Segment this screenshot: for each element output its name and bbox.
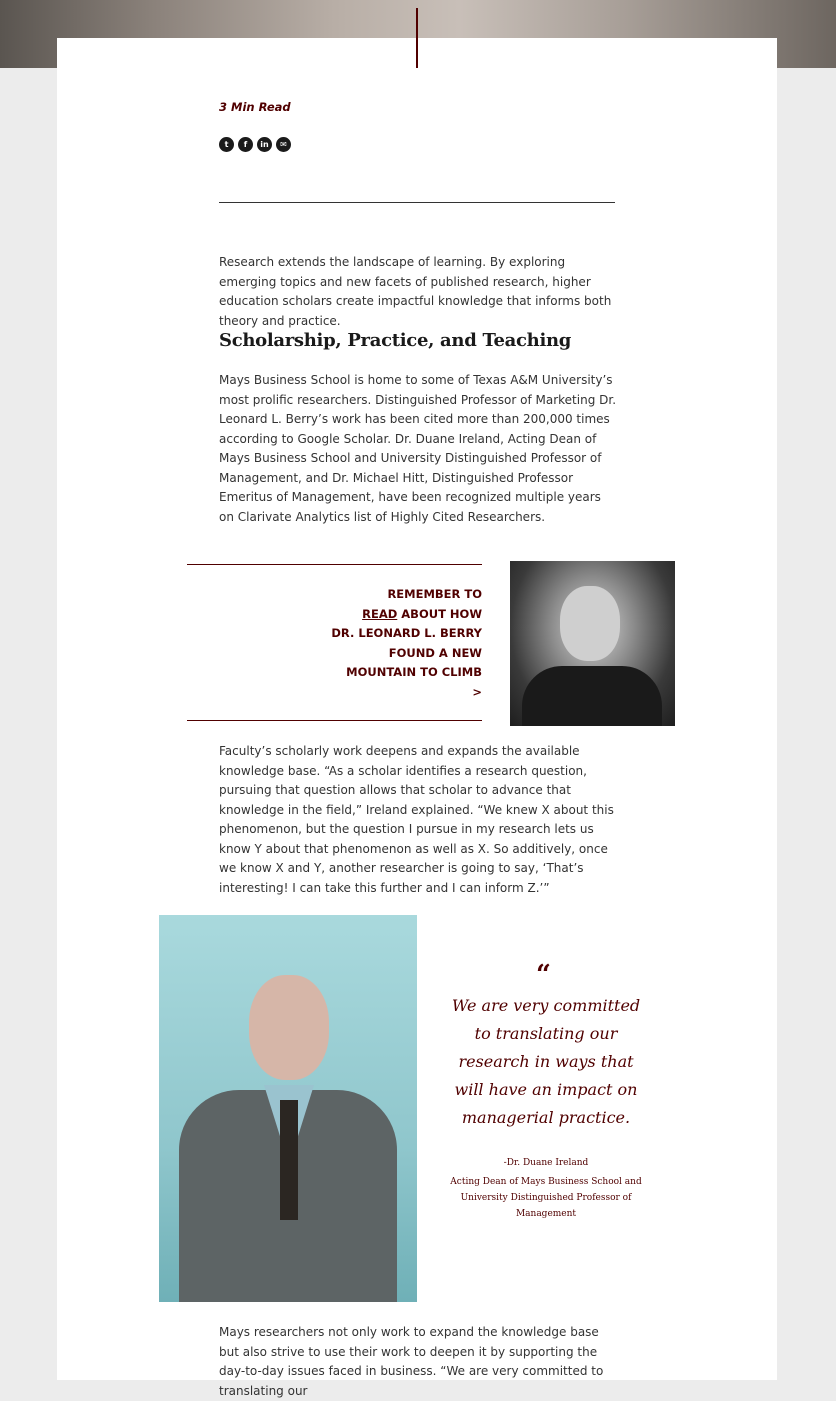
callout-line-2-rest: ABOUT HOW	[397, 606, 482, 621]
facebook-icon[interactable]: f	[238, 137, 253, 152]
paragraph-1: Mays Business School is home to some of Texas A&M University’s most prolific researchers. Distinguished Professor of Marketing Dr. Leonard L. Berry’s work has been cited more than 200,000 times according to Google Scholar. Dr. Duane Ireland, Acting Dean of Mays Business School and University Distinguished Professor of Management, and Dr. Michael Hitt, Distinguished Professor Emeritus of Management, have been recognized multiple years on Clarivate Analytics list of Highly Cited Researchers.	[219, 373, 617, 524]
header-rule	[219, 202, 615, 203]
paragraph-2: Faculty’s scholarly work deepens and expands the available knowledge base. “As a scholar identifies a research question, pursuing that question allows that scholar to advance that knowledge in the field,” Ireland explained. “We knew X about this phenomenon, but the question I pursue in my research lets us know Y about that phenomenon as well as X. So additively, once we know X and Y, another researcher is going to say, ‘That’s interesting! I can take this further and I can inform Z.’”	[219, 744, 614, 895]
paragraph-3: Mays researchers not only work to expand the knowledge base but also strive to use their work to deepen it by supporting the day-to-day issues faced in business. “We are very committed to translating our	[219, 1325, 604, 1398]
related-story-callout	[300, 585, 482, 702]
section-heading: Scholarship, Practice, and Teaching	[219, 330, 572, 351]
portrait-face	[249, 975, 329, 1080]
share-bar	[219, 137, 291, 152]
twitter-icon[interactable]: t	[219, 137, 234, 152]
pull-quote: We are very committed to translating our research in ways that will have an impact on managerial practice.	[451, 996, 641, 1127]
callout-line-4: FOUND A NEW	[388, 645, 482, 660]
callout-line-1: REMEMBER TO	[387, 587, 482, 601]
callout-line-2	[300, 605, 482, 625]
berry-portrait	[510, 561, 675, 726]
intro-paragraph: Research extends the landscape of learning. By exploring emerging topics and new facets of published research, higher education scholars create impactful knowledge that informs both theory and practice.	[219, 255, 612, 328]
read-time: 3 Min Read	[219, 100, 291, 114]
portrait-tie	[280, 1100, 298, 1220]
hero-divider-line	[416, 8, 418, 68]
callout-line-5: MOUNTAIN TO CLIMB	[346, 665, 482, 679]
callout-bottom-rule	[187, 720, 482, 721]
portrait-face	[560, 586, 620, 661]
email-icon[interactable]: ✉	[276, 137, 291, 152]
quote-attribution-name: -Dr. Duane Ireland	[503, 1158, 589, 1168]
linkedin-icon[interactable]: in	[257, 137, 272, 152]
ireland-portrait	[159, 915, 417, 1302]
callout-arrow[interactable]: >	[472, 684, 482, 699]
read-link[interactable]: READ	[362, 606, 398, 621]
callout-top-rule	[187, 564, 482, 565]
portrait-suit	[522, 666, 662, 726]
quote-attribution-title: Acting Dean of Mays Business School and University Distinguished Professor of Management	[450, 1177, 642, 1219]
callout-line-3: DR. LEONARD L. BERRY	[331, 626, 482, 640]
quote-mark-icon: “	[536, 960, 551, 990]
